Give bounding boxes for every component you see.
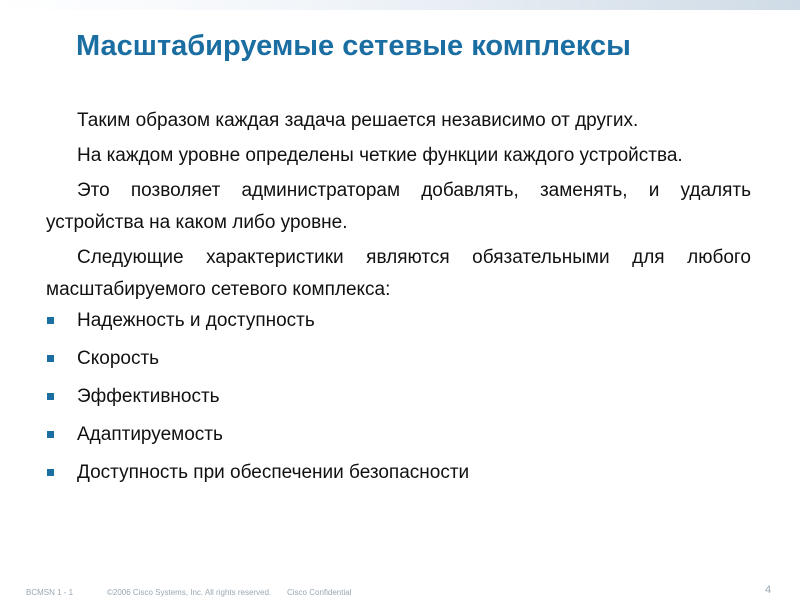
footer-copyright: ©2006 Cisco Systems, Inc. All rights reserved. [107,588,272,597]
square-bullet-icon [47,393,54,400]
square-bullet-icon [47,355,54,362]
paragraph: Таким образом каждая задача решается независимо от других. [77,110,639,131]
paragraph: Это позволяет администраторам добавлять, заменять, и удалять устройства на каком либо уровне. [46,180,751,233]
square-bullet-icon [47,469,54,476]
paragraph: Следующие характеристики являются обязательными для любого масштабируемого сетевого комплекса: [46,247,751,300]
bullet-item [46,347,751,370]
slide-footer [0,582,800,600]
footer-course-code: BCMSN 1 - 1 [26,588,74,597]
bullet-text: Адаптируемость [77,424,223,445]
bullet-item [46,309,751,332]
bullet-list [46,309,751,484]
top-gradient-bar [0,0,800,10]
bullet-text: Эффективность [77,386,220,407]
bullet-item [46,423,751,446]
bullet-text: Доступность при обеспечении безопасности [77,462,470,483]
bullet-text: Надежность и доступность [77,310,315,331]
paragraph: На каждом уровне определены четкие функции каждого устройства. [77,145,683,166]
slide-content [46,105,751,499]
bullet-text: Скорость [77,348,160,369]
page-number: 4 [765,584,772,596]
square-bullet-icon [47,317,54,324]
bullet-item [46,385,751,408]
slide-title: Масштабируемые сетевые комплексы [76,30,631,62]
footer-confidential: Cisco Confidential [287,588,352,597]
bullet-item [46,461,751,484]
square-bullet-icon [47,431,54,438]
